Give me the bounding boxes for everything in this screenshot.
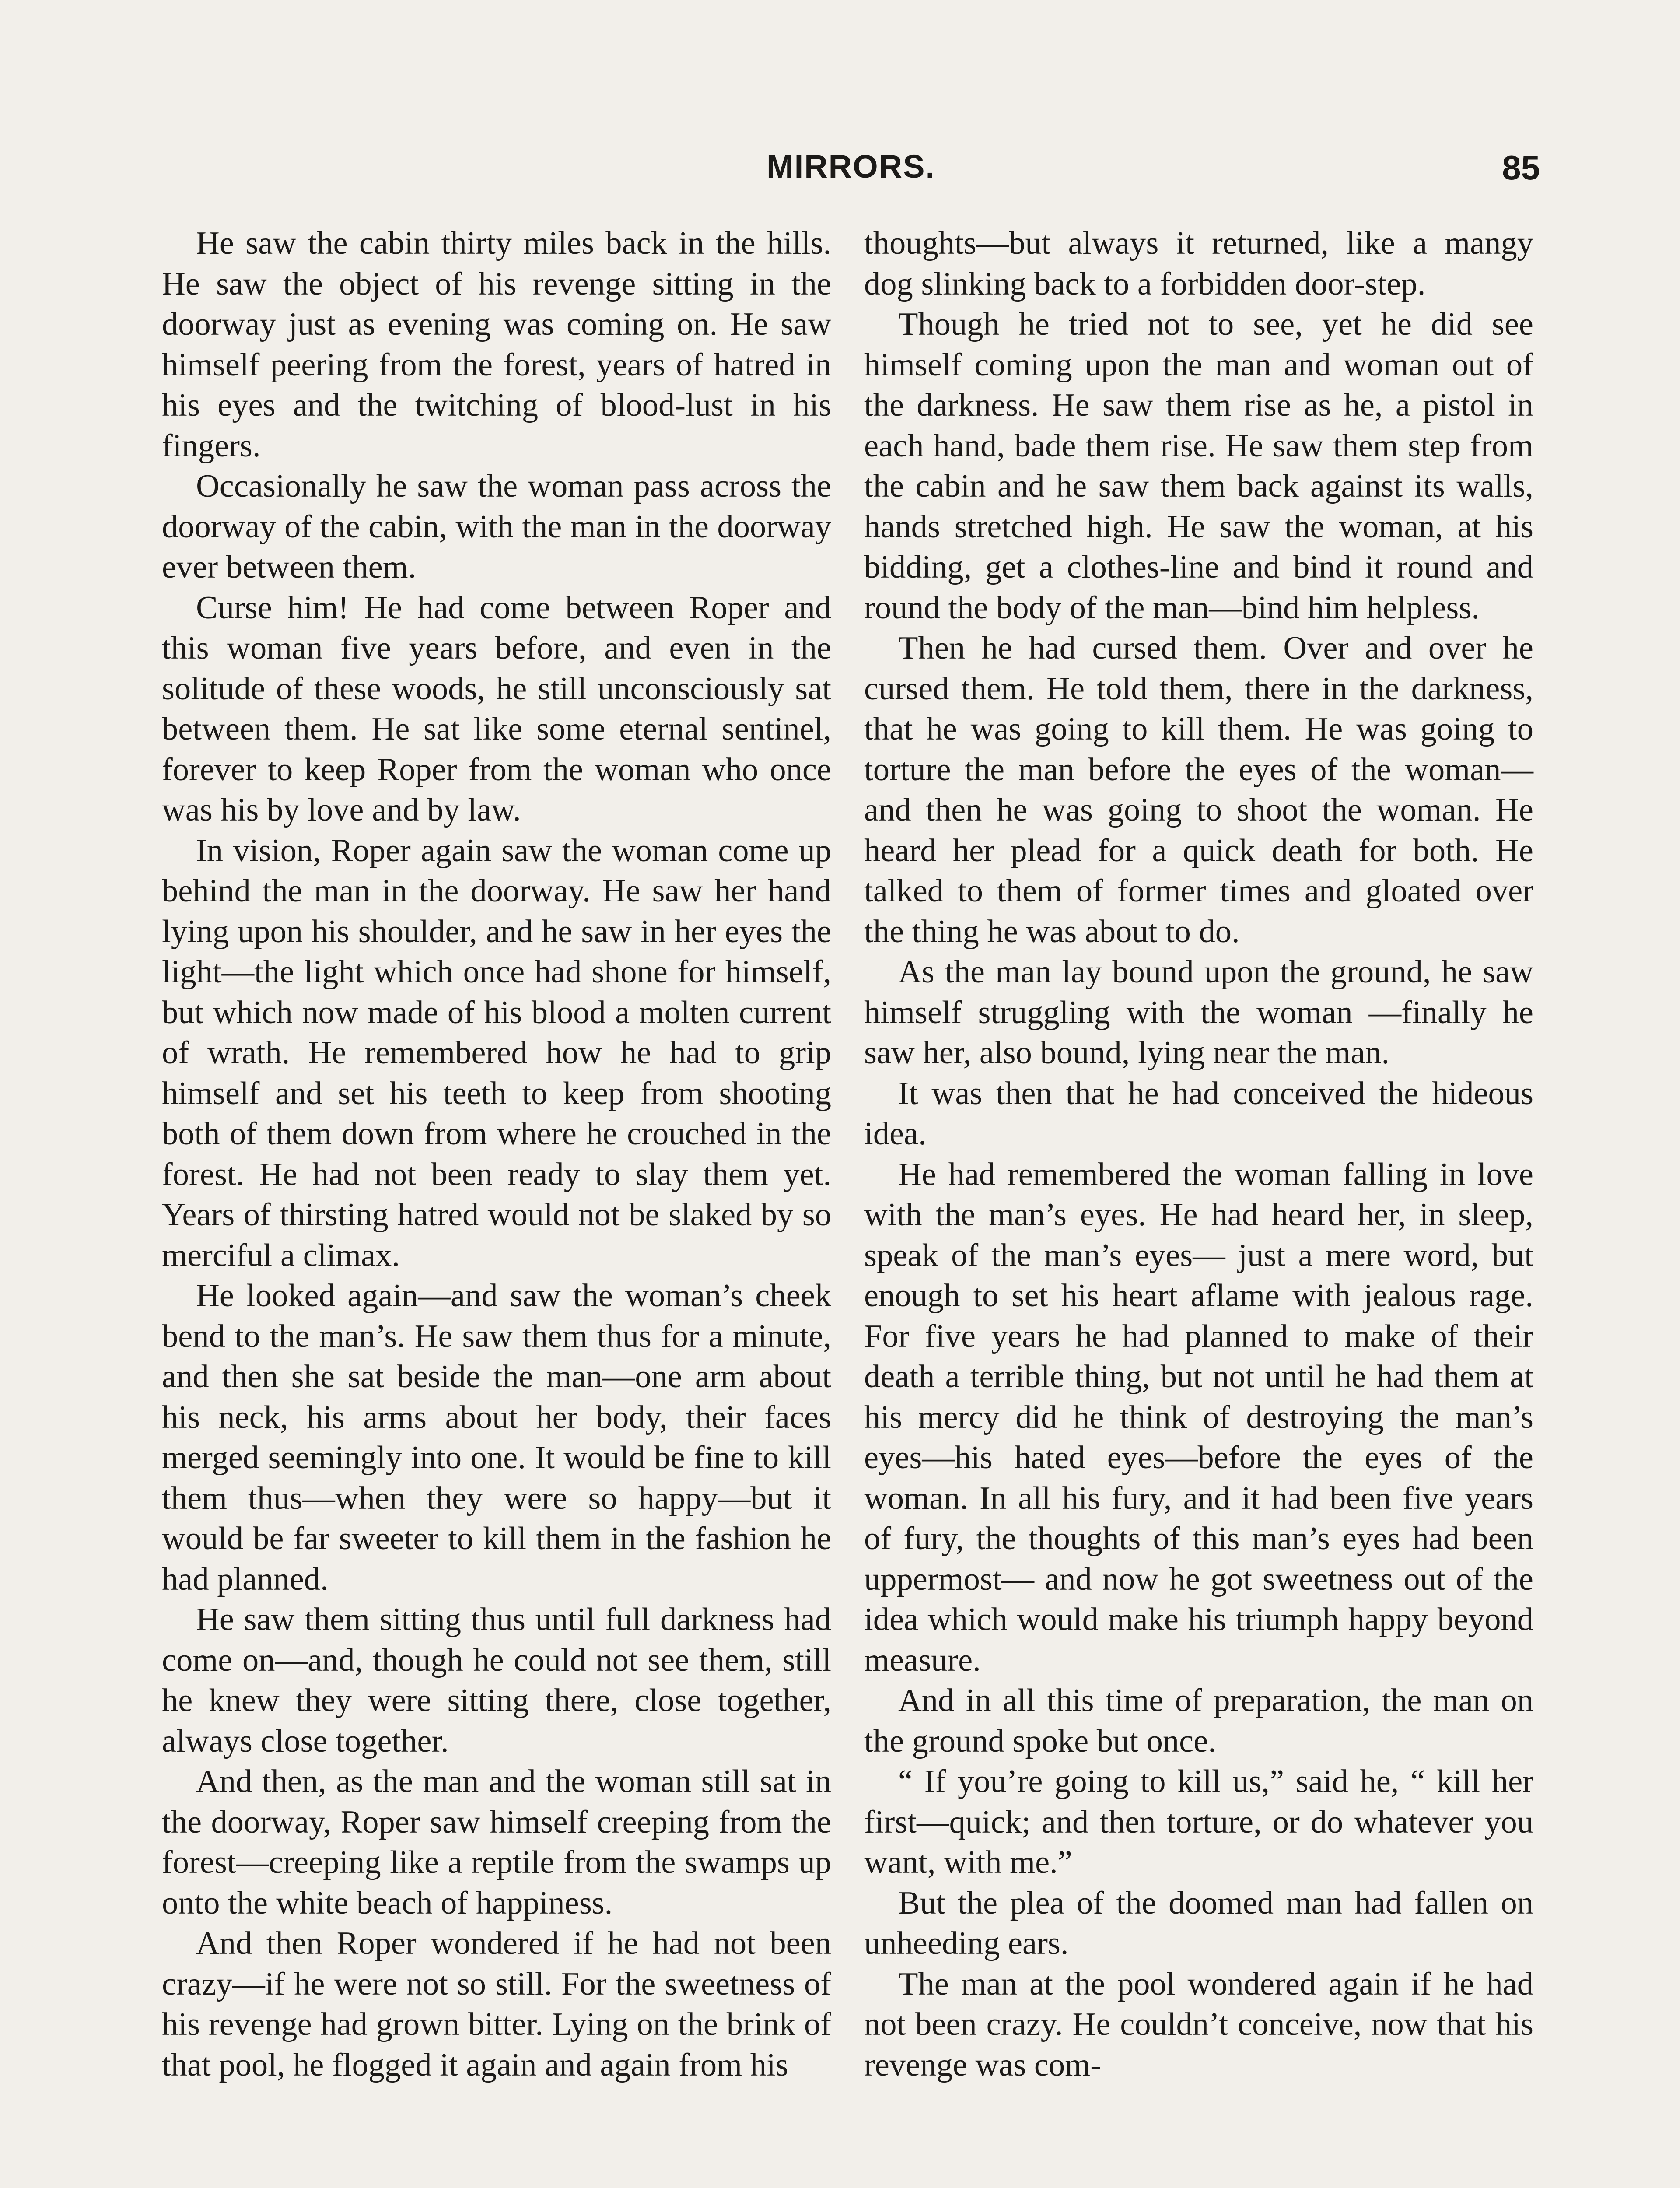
- paragraph: “ If you’re going to kill us,” said he, “ kill her first—quick; and then torture, or do whatever you want, with me.”: [864, 1764, 1533, 1880]
- paragraph: He saw them sitting thus until full darkness had come on—and, though he could not see them, still he knew they were sitting there, close together, always close together.: [162, 1602, 831, 1759]
- paragraph: Though he tried not to see, yet he did see himself coming upon the man and woman out of the darkness. He saw them rise as he, a pistol in each hand, bade them rise. He saw them step from the cabin and he saw them back against its walls, hands stretched high. He saw the woman, at his bidding, get a clothes-line and bind it round and round the body of the man—bind him helpless.: [864, 306, 1533, 626]
- paragraph: He saw the cabin thirty miles back in the hills. He saw the object of his revenge sitting in the doorway just as evening was coming on. He saw himself peering from the forest, years of hatred in his eyes and the twitching of blood-lust in his fingers.: [162, 225, 831, 464]
- paragraph: Occasionally he saw the woman pass across the doorway of the cabin, with the man in the doorway ever between them.: [162, 468, 831, 585]
- running-title: MIRRORS.: [766, 148, 935, 185]
- paragraph: As the man lay bound upon the ground, he saw himself struggling with the woman —finally he saw her, also bound, lying near the man.: [864, 954, 1533, 1071]
- paragraph: Then he had cursed them. Over and over he cursed them. He told them, there in the darkness, that he was going to kill them. He was going to torture the man before the eyes of the woman—and then he was going to shoot the woman. He heard her plead for a quick death for both. He talked to them of former times and gloated over the thing he was about to do.: [864, 630, 1533, 950]
- paragraph: And then, as the man and the woman still sat in the doorway, Roper saw himself creeping from the forest—creeping like a reptile from the swamps up onto the white beach of happiness.: [162, 1764, 831, 1921]
- paragraph: Curse him! He had come between Roper and this woman five years before, and even in the solitude of these woods, he still unconsciously sat between them. He sat like some eternal sentinel, forever to keep Roper from the woman who once was his by love and by law.: [162, 589, 831, 828]
- left-column: [162, 223, 831, 2085]
- paragraph: But the plea of the doomed man had fallen on unheeding ears.: [864, 1885, 1533, 1961]
- right-column: [864, 223, 1533, 2085]
- paragraph-continued: thoughts—but always it returned, like a mangy dog slinking back to a forbidden door-step.: [864, 225, 1533, 302]
- paragraph: The man at the pool wondered again if he had not been crazy. He couldn’t conceive, now that his revenge was com-: [864, 1966, 1533, 2083]
- paragraph: In vision, Roper again saw the woman come up behind the man in the doorway. He saw her hand lying upon his shoulder, and he saw in her eyes the light—the light which once had shone for himself, but which now made of his blood a molten current of wrath. He remembered how he had to grip himself and set his teeth to keep from shooting both of them down from where he crouched in the forest. He had not been ready to slay them yet. Years of thirsting hatred would not be slaked by so merciful a climax.: [162, 832, 831, 1273]
- page-header: [162, 148, 1540, 200]
- paragraph: It was then that he had conceived the hideous idea.: [864, 1075, 1533, 1152]
- paragraph: And then Roper wondered if he had not been crazy—if he were not so still. For the sweetness of his revenge had grown bitter. Lying on the brink of that pool, he flogged it again and again from his: [162, 1925, 831, 2083]
- paragraph: He looked again—and saw the woman’s cheek bend to the man’s. He saw them thus for a minute, and then she sat beside the man—one arm about his neck, his arms about her body, their faces merged seemingly into one. It would be fine to kill them thus—when they were so happy—but it would be far sweeter to kill them in the fashion he had planned.: [162, 1278, 831, 1597]
- paragraph: He had remembered the woman falling in love with the man’s eyes. He had heard her, in sleep, speak of the man’s eyes— just a mere word, but enough to set his heart aflame with jealous rage. For five years he had planned to make of their death a terrible thing, but not until he had them at his mercy did he think of destroying the man’s eyes—his hated eyes—before the eyes of the woman. In all his fury, and it had been five years of fury, the thoughts of this man’s eyes had been uppermost— and now he got sweetness out of the idea which would make his triumph happy beyond measure.: [864, 1156, 1533, 1678]
- paragraph: And in all this time of preparation, the man on the ground spoke but once.: [864, 1683, 1533, 1759]
- page-number: 85: [1502, 148, 1540, 187]
